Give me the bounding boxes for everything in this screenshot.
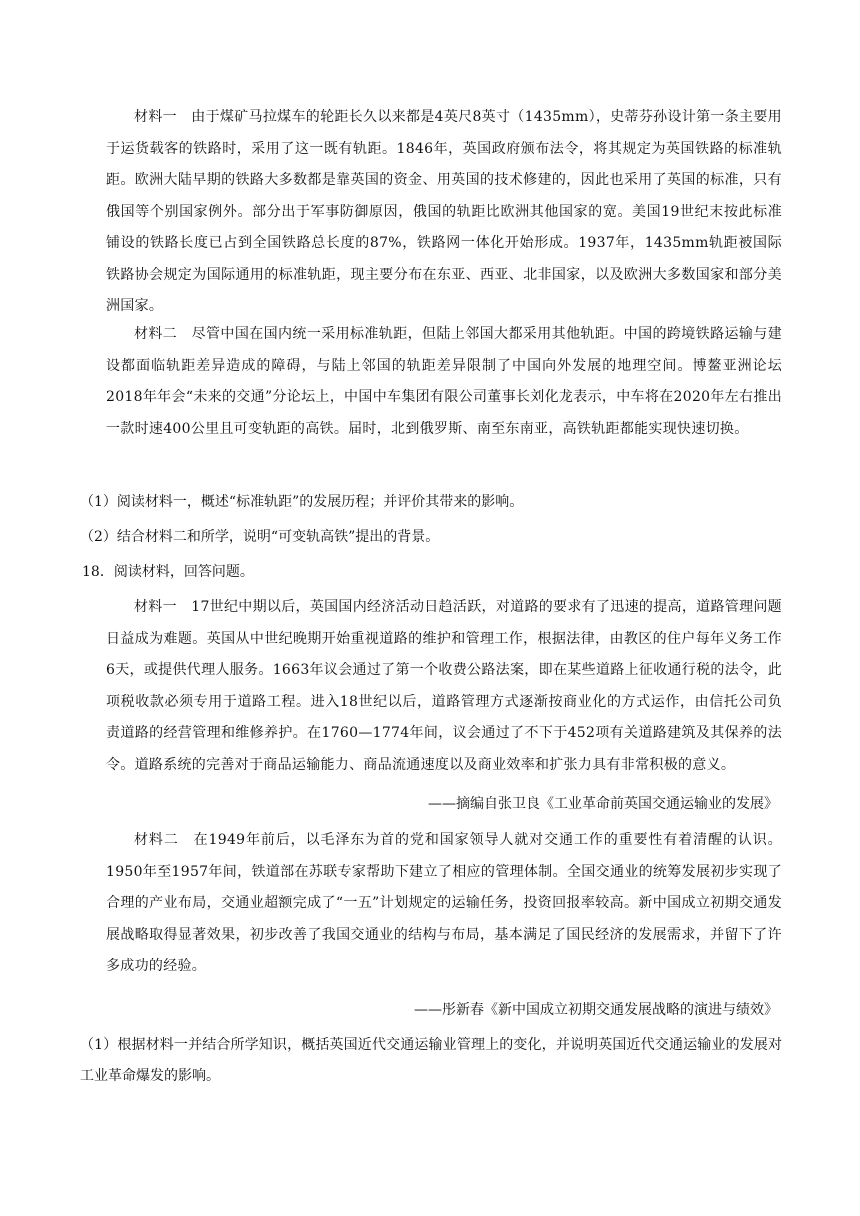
material-1-text: 材料一 由于煤矿马拉煤车的轮距长久以来都是4英尺8英寸（1435mm），史蒂芬孙设计第一条主要用于运货载客的铁路时，采用了这一既有轨距。1846年，英国政府颁布法令，将其规定为英国铁路的标准轨距。欧洲大陆早期的铁路大多数都是靠英国的资金、用英国的技术修建的，因此也采用了英国的标准，只有俄国等个别国家例外。部分出于军事防御原因，俄国的轨距比欧洲其他国家的宽。美国19世纪末按此标准铺设的铁路长度已占到全国铁路总长度的87%，铁路网一体化开始形成。1937年，1435mm轨距被国际铁路协会规定为国际通用的标准轨距，现主要分布在东亚、西亚、北非国家，以及欧洲大多数国家和部分美洲国家。 bbox=[106, 109, 782, 314]
question-18-heading bbox=[82, 558, 782, 586]
material-2-paragraph bbox=[106, 319, 782, 445]
question-17-1 bbox=[80, 488, 780, 516]
question-17-2 bbox=[80, 523, 780, 551]
source-18-2 bbox=[106, 996, 782, 1024]
material-1-paragraph bbox=[106, 102, 782, 323]
question-17-2-text: （2）结合材料二和所学，说明“可变轨高铁”提出的背景。 bbox=[80, 529, 440, 545]
question-18-1-text: （1）根据材料一并结合所学知识，概括英国近代交通运输业管理上的变化，并说明英国近代交通运输业的发展对工业革命爆发的影响。 bbox=[80, 1037, 782, 1084]
material-18-1-text: 材料一 17世纪中期以后，英国国内经济活动日趋活跃，对道路的要求有了迅速的提高，道路管理问题日益成为难题。英国从中世纪晚期开始重视道路的维护和管理工作，根据法律，由教区的住户每年义务工作6天，或提供代理人服务。1663年议会通过了第一个收费公路法案，即在某些道路上征收通行税的法令，此项税收款必须专用于道路工程。进入18世纪以后，道路管理方式逐渐按商业化的方式运作，由信托公司负责道路的经营管理和维修养护。在1760—1774年间，议会通过了不下于452项有关道路建筑及其保养的法令。道路系统的完善对于商品运输能力、商品流通速度以及商业效率和扩张力具有非常积极的意义。 bbox=[106, 599, 782, 773]
material-18-2-text: 材料二 在1949年前后，以毛泽东为首的党和国家领导人就对交通工作的重要性有着清醒的认识。1950年至1957年间，铁道部在苏联专家帮助下建立了相应的管理体制。全国交通业的统筹发展初步实现了合理的产业布局，交通业超额完成了“一五”计划规定的运输任务，投资回报率较高。新中国成立初期交通发展战略取得显著效果，初步改善了我国交通业的结构与布局，基本满足了国民经济的发展需求，并留下了许多成功的经验。 bbox=[106, 832, 782, 974]
source-18-1 bbox=[106, 790, 782, 818]
material-18-2-paragraph bbox=[106, 825, 782, 983]
material-18-1-paragraph bbox=[106, 592, 782, 781]
question-18-heading-text: 18．阅读材料，回答问题。 bbox=[82, 564, 254, 580]
source-18-2-text: ——彤新春《新中国成立初期交通发展战略的演进与绩效》 bbox=[414, 1002, 778, 1018]
source-18-1-text: ——摘编自张卫良《工业革命前英国交通运输业的发展》 bbox=[428, 796, 778, 812]
question-18-1 bbox=[80, 1030, 782, 1092]
material-2-text: 材料二 尽管中国在国内统一采用标准轨距，但陆上邻国大都采用其他轨距。中国的跨境铁路运输与建设都面临轨距差异造成的障碍，与陆上邻国的轨距差异限制了中国向外发展的地理空间。博鳌亚洲论坛2018年年会“未来的交通”分论坛上，中国中车集团有限公司董事长刘化龙表示，中车将在2020年左右推出一款时速400公里且可变轨距的高铁。届时，北到俄罗斯、南至东南亚，高铁轨距都能实现快速切换。 bbox=[106, 326, 782, 437]
question-17-1-text: （1）阅读材料一，概述“标准轨距”的发展历程；并评价其带来的影响。 bbox=[80, 494, 524, 510]
